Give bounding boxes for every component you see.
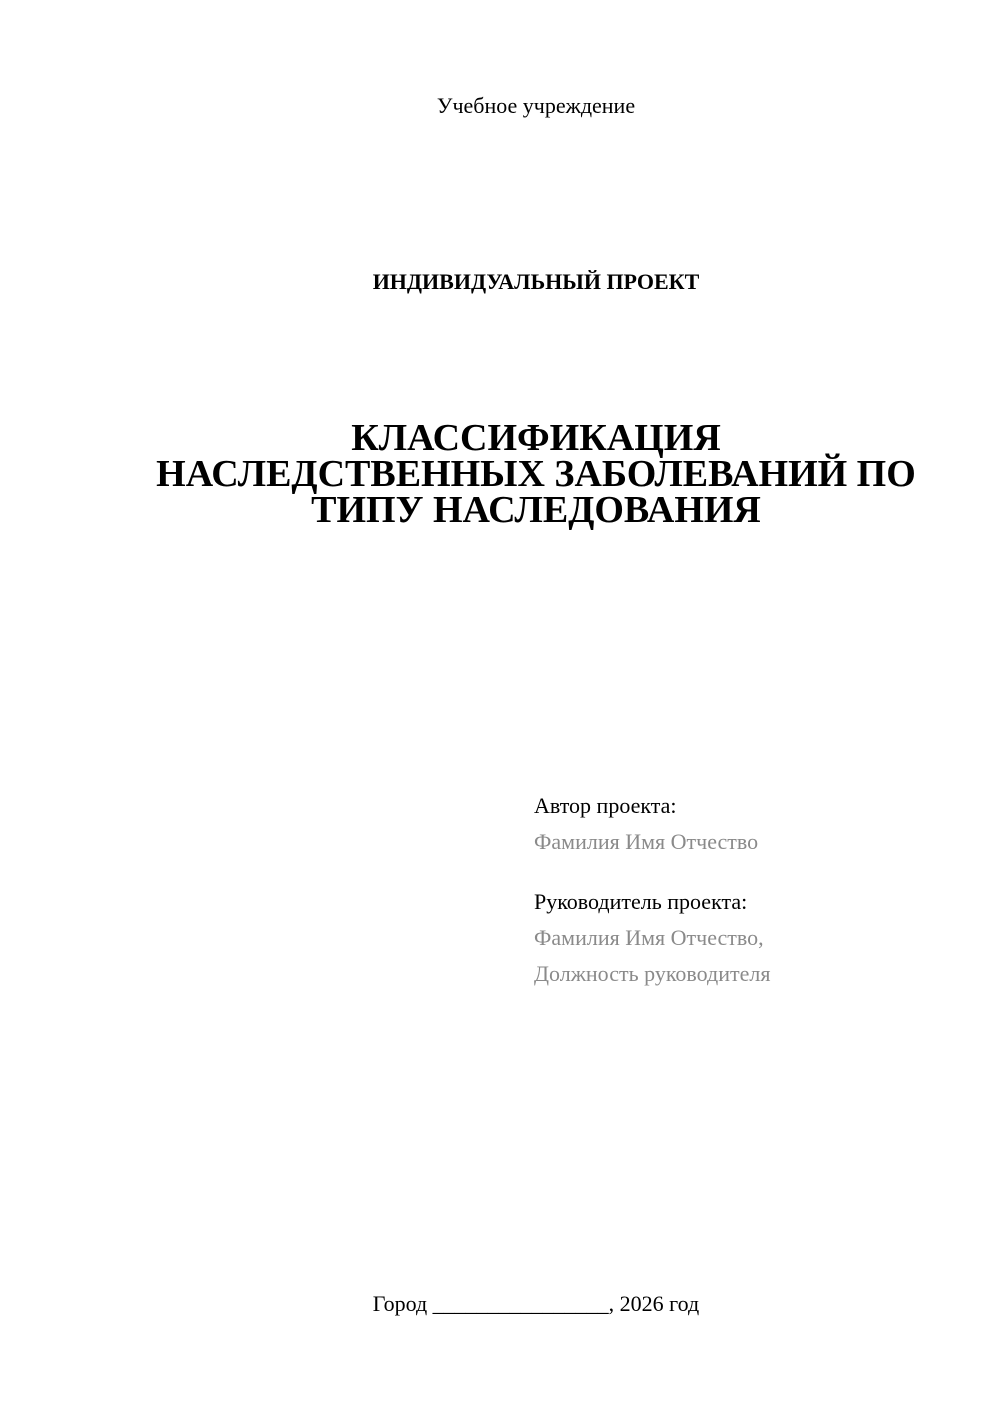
supervisor-name: Фамилия Имя Отчество, bbox=[534, 925, 764, 950]
author-label: Автор проекта: bbox=[534, 793, 677, 818]
spacer bbox=[534, 860, 974, 884]
project-info-block bbox=[534, 788, 974, 992]
project-title bbox=[0, 417, 1000, 531]
title-line-2: НАСЛЕДСТВЕННЫХ ЗАБОЛЕВАНИЙ ПО bbox=[156, 453, 916, 495]
city-year-line: Город ________________, 2026 год bbox=[372, 1291, 700, 1316]
title-line-3: ТИПУ НАСЛЕДОВАНИЯ bbox=[311, 489, 761, 531]
author-name: Фамилия Имя Отчество bbox=[534, 829, 759, 854]
supervisor-label: Руководитель проекта: bbox=[534, 889, 748, 914]
supervisor-position: Должность руководителя bbox=[534, 961, 771, 986]
institution-name: Учебное учреждение bbox=[436, 93, 636, 118]
document-type: ИНДИВИДУАЛЬНЫЙ ПРОЕКТ bbox=[372, 269, 700, 294]
title-line-1: КЛАССИФИКАЦИЯ bbox=[351, 417, 721, 459]
